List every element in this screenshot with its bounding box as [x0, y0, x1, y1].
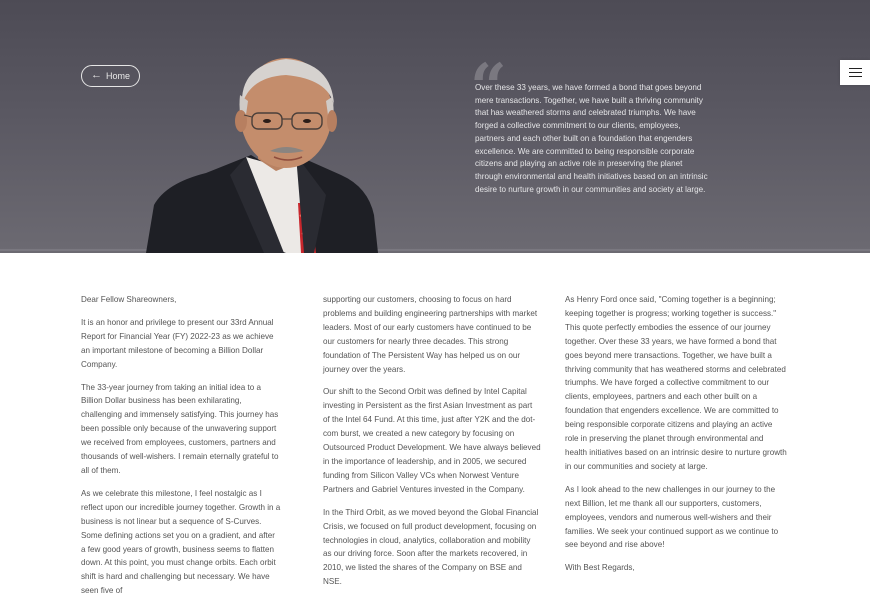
arrow-left-icon: ← [90, 69, 102, 81]
home-button[interactable] [81, 65, 140, 87]
letter-paragraph: supporting our customers, choosing to focus on hard problems and building engineering partnerships with market leaders. Most of our early customers have continued to be our customers for nearly three decades. This strong foundation of The Persistent Way has helped us on our journey over the years. [323, 295, 538, 374]
letter-paragraph: Our shift to the Second Orbit was defined by Intel Capital investing in Persistent as the first Asian Investment as part of the Intel 64 Fund. At this time, just after Y2K and the dot-com burst, we created a new category by focusing on Outsourced Product Development. We have always believed in the importance of leadership, and in 2005, we secured funding from Silicon Valley VCs when Norwest Venture Partners and Gabriel Ventures invested in the Company. [323, 387, 541, 494]
hero-banner [0, 0, 870, 253]
quote-mark-icon: “ [470, 50, 501, 125]
home-button-label: Home [105, 71, 130, 81]
menu-bar [849, 68, 862, 69]
letter-paragraph: It is an honor and privilege to present our 33rd Annual Report for Financial Year (FY) 2022-23 as we achieve an important milestone of becoming a Billion Dollar Company. [81, 317, 274, 369]
sign-off: With Best Regards, [565, 563, 635, 573]
menu-bar [849, 76, 862, 77]
letter-paragraph: As we celebrate this milestone, I feel nostalgic as I reflect upon our incredible journey together. Growth in a business is not linear but a sequence of S-Curves. Some defining actions set you on a gradient, and after a few good years of growth, business seems to flatten down. At this point, you must change orbits. Each orbit shift is hard and challenging but necessary. We have seen five of [81, 488, 281, 596]
hero-quote: Over these 33 years, we have formed a bond that goes beyond mere transactions. Together, we have built a thriving community that has weathered storms and celebrated triumphs. We have forged a collective commitment to our clients, employees, partners and each other built on a foundation that engenders excellence. We are committed to being responsible corporate citizens and playing an active role in preserving the planet through environmental and health initiatives based on an intrinsic desire to nurture growth in our communities and society at large. [475, 83, 708, 194]
salutation: Dear Fellow Shareowners, [81, 295, 177, 304]
portrait-image [146, 55, 378, 253]
letter-column-2 [323, 293, 541, 598]
letter-paragraph: The 33-year journey from taking an initial idea to a Billion Dollar business has been exhilarating, challenging and immensely satisfying. This journey has been possible only because of the unwavering support we received from employees, customers, partners and thousands of well-wishers. I remain eternally grateful to all of them. [81, 382, 279, 475]
letter-paragraph: As Henry Ford once said, "Coming together is a beginning; keeping together is progress; working together is success." This quote perfectly embodies the essence of our journey together. Over these 33 years, we have formed a bond that goes beyond mere transactions. Together, we have built a thriving community that has weathered storms and celebrated triumphs. We have forged a collective commitment to our clients, employees, partners and each other built on a foundation that engenders excellence. We are committed to being responsible corporate citizens and playing an active role in preserving the planet through environmental and health initiatives based on an intrinsic desire to nurture growth in our communities and society at large. [565, 295, 787, 471]
menu-bar [849, 72, 862, 73]
letter-column-3 [565, 293, 787, 584]
letter-column-1 [81, 293, 281, 604]
hamburger-menu-button[interactable] [840, 60, 870, 85]
hero-divider [0, 249, 870, 251]
letter-paragraph: In the Third Orbit, as we moved beyond the Global Financial Crisis, we focused on full product development, focusing on technologies in cloud, analytics, collaboration and mobility as our driving force. Soon after the markets recovered, in 2010, we listed the shares of the Company on BSE and NSE. [323, 507, 539, 587]
letter-paragraph: As I look ahead to the new challenges in our journey to the next Billion, let me thank all our supporters, customers, employees, vendors and numerous well-wishers and their families. We seek your continued support as we continue to see beyond and rise above! [565, 484, 779, 550]
